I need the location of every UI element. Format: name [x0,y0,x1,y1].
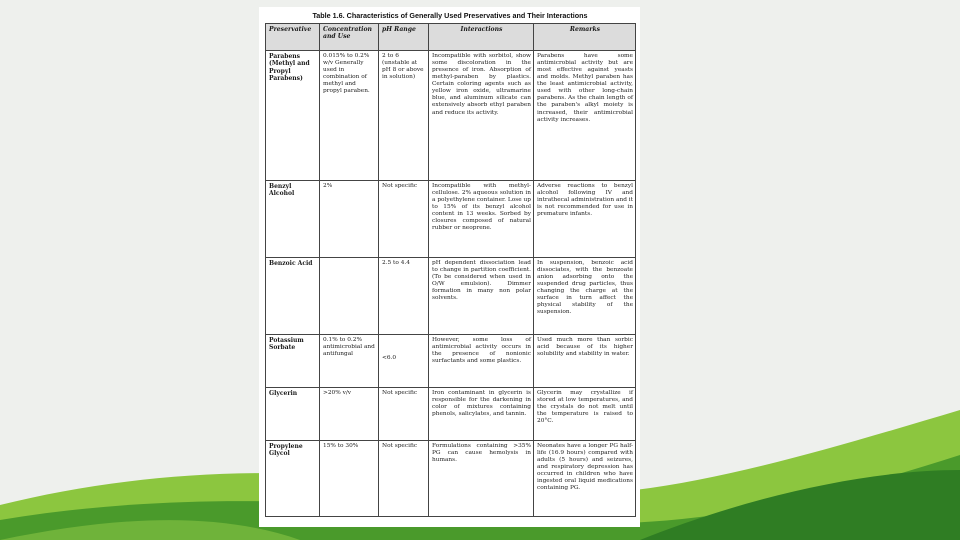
cell-remarks: Used much more than sorbic acid because of its higher solubility and stability in water. [534,335,636,388]
cell-concentration: >20% v/v [320,388,379,441]
cell-ph-range [379,335,429,388]
cell-remarks: Neonates have a longer PG half-life (16.9 hours) compared with adults (5 hours) and seizures, and respiratory depression has occurred in children who have ingested oral liquid medications containing PG. [534,441,636,517]
cell-remarks: Glycerin may crystallize if stored at low temperatures, and the crystals do not melt until the temperature is raised to 20°C. [534,388,636,441]
ph-value: <6.0 [382,355,397,361]
header-concentration: Concentration and Use [320,24,379,51]
cell-ph-range: 2.5 to 4.4 [379,258,429,335]
cell-concentration: 0.015% to 0.2% w/v Generally used in combination of methyl and propyl paraben. [320,51,379,181]
cell-ph-range: Not specific [379,181,429,258]
header-preservative: Preservative [266,24,320,51]
cell-interactions: pH dependent dissociation lead to change in partition coefficient. (To be considered when used in O/W emulsion). Dimmer formation in many non polar solvents. [429,258,534,335]
table-row [266,258,636,335]
table-row [266,441,636,517]
cell-remarks: Adverse reactions to benzyl alcohol following IV and intrathecal administration and it is not recommended for use in premature infants. [534,181,636,258]
cell-preservative: Potassium Sorbate [266,335,320,388]
cell-interactions: Iron contaminant in glycerin is responsible for the darkening in color of mixtures containing phenols, salicylates, and tannin. [429,388,534,441]
cell-remarks: Parabens have some antimicrobial activity but are most effective against yeasts and molds. Methyl paraben has the least antimicrobial activity, used with other long-chain parabens. As the chain length of the paraben's alkyl moiety is increased, their antimicrobial activity increases. [534,51,636,181]
cell-interactions: However, some loss of antimicrobial activity occurs in the presence of nonionic surfactants and some plastics. [429,335,534,388]
cell-interactions: Formulations containing >35% PG can cause hemolysis in humans. [429,441,534,517]
table-header-row [266,24,636,51]
preservatives-table [265,23,636,517]
cell-interactions: Incompatible with methyl-cellulose. 2% aqueous solution in a polyethylene container. Lose up to 15% of its benzyl alcohol content in 13 weeks. Sorbed by closures composed of natural rubber or neoprene. [429,181,534,258]
cell-preservative: Benzoic Acid [266,258,320,335]
header-remarks: Remarks [534,24,636,51]
cell-concentration: 0.1% to 0.2% antimicrobial and antifungal [320,335,379,388]
table-row [266,181,636,258]
table-title: Table 1.6. Characteristics of Generally Used Preservatives and Their Interactions [312,11,588,20]
cell-concentration [320,258,379,335]
cell-preservative: Glycerin [266,388,320,441]
cell-preservative: Propylene Glycol [266,441,320,517]
header-ph-range: pH Range [379,24,429,51]
cell-ph-range: Not specific [379,388,429,441]
table-row [266,51,636,181]
cell-preservative: Parabens (Methyl and Propyl Parabens) [266,51,320,181]
cell-ph-range: 2 to 6 (unstable at pH 8 or above in solution) [379,51,429,181]
cell-ph-range: Not specific [379,441,429,517]
cell-concentration: 2% [320,181,379,258]
cell-interactions: Incompatible with sorbitol, show some discoloration in the presence of iron. Absorption of methyl-paraben by plastics. Certain coloring agents such as yellow iron oxide, ultramarine blue, and aluminum silicate can extensively absorb ethyl paraben and reduce its activity. [429,51,534,181]
header-interactions: Interactions [429,24,534,51]
document-page [259,7,640,527]
table-row [266,335,636,388]
cell-remarks: In suspension, benzoic acid dissociates, with the benzoate anion adsorbing onto the suspended drug particles, thus changing the charge at the surface in turn affect the physical stability of the suspension. [534,258,636,335]
table-row [266,388,636,441]
cell-concentration: 15% to 30% [320,441,379,517]
cell-preservative: Benzyl Alcohol [266,181,320,258]
